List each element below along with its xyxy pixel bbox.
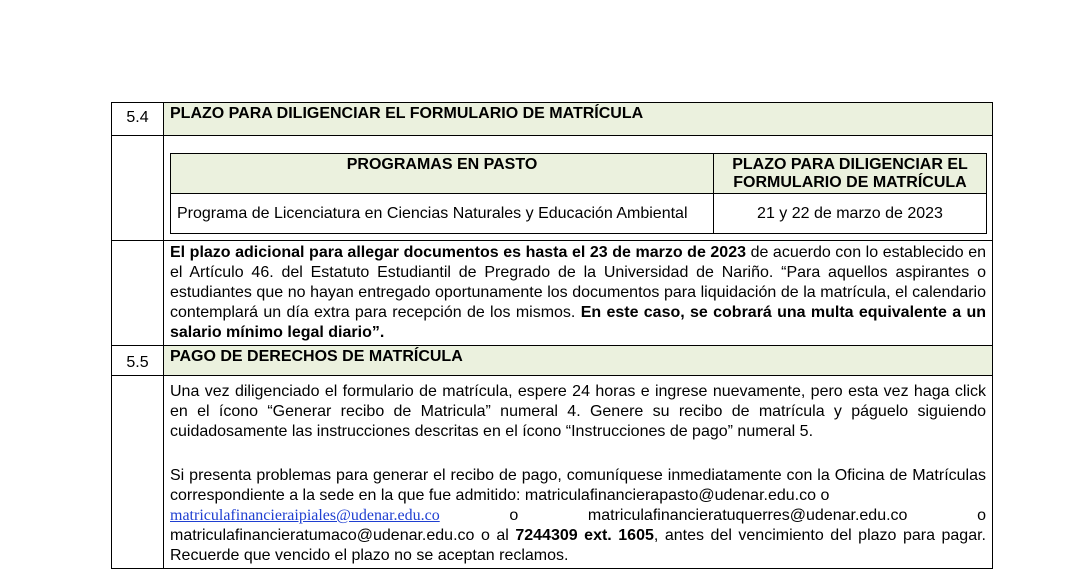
section-number-5-4: 5.4 xyxy=(112,103,164,136)
contact-closing xyxy=(170,526,986,566)
note-bold-start: El plazo adicional para allegar documentos es hasta el 23 de marzo de 2023 xyxy=(170,244,746,261)
section-title-5-5: PAGO DE DERECHOS DE MATRÍCULA xyxy=(164,346,993,376)
empty-cell xyxy=(112,376,164,569)
conjunction-o: o xyxy=(509,507,519,524)
phone-number: 7244309 ext. 1605 xyxy=(515,527,654,544)
section-title-5-4: PLAZO PARA DILIGENCIAR EL FORMULARIO DE MATRÍCULA xyxy=(164,103,993,136)
note-bold-end: En este caso, se cobrará una multa equivalente a un salario mínimo legal diario”. xyxy=(170,304,986,341)
inner-table-cell xyxy=(164,136,993,241)
program-name: Programa de Licenciatura en Ciencias Naturales y Educación Ambiental xyxy=(171,194,714,234)
conjunction-o2: o xyxy=(977,507,986,524)
contact-paragraph xyxy=(164,464,992,568)
empty-cell xyxy=(112,136,164,241)
note-cell xyxy=(164,241,993,346)
header-plazo: PLAZO PARA DILIGENCIAR EL FORMULARIO DE MATRÍCULA xyxy=(714,154,987,194)
contact-intro: Si presenta problemas para generar el recibo de pago, comuníquese inmediatamente con la Oficina de Matrículas correspondiente a la sede en la que fue admitido: matriculafinancierapasto@udenar.edu.co o xyxy=(170,467,986,504)
section-table xyxy=(111,102,993,569)
programs-table xyxy=(170,153,987,234)
email-link-ipiales[interactable]: matriculafinancieraipiales@udenar.edu.co xyxy=(170,507,440,524)
email-tuquerres: matriculafinancieratuquerres@udenar.edu.co xyxy=(587,507,908,524)
payment-instructions: Una vez diligenciado el formulario de matrícula, espere 24 horas e ingrese nuevamente, pero esta vez haga click en el ícono “Generar recibo de Matricula” numeral 4. Genere su recibo de matrícula y páguelo siguiendo cuidadosamente las instrucciones descritas en el ícono “Instrucciones de pago” numeral 5. xyxy=(170,383,986,440)
program-deadline: 21 y 22 de marzo de 2023 xyxy=(714,194,987,234)
payment-cell xyxy=(164,376,993,569)
deadline-warning: , antes del vencimiento del plazo para pagar. Recuerde que vencido el plazo no se aceptan reclamos. xyxy=(170,527,986,564)
empty-cell xyxy=(112,241,164,346)
deadline-note xyxy=(164,241,992,345)
section-number-5-5: 5.5 xyxy=(112,346,164,376)
document-page xyxy=(111,102,993,569)
note-body: de acuerdo con lo establecido en el Artículo 46. del Estatuto Estudiantil de Pregrado de la Universidad de Nariño. “Para aquellos aspirantes o estudiantes que no hayan entregado oportunamente los documentos para liquidación de la matrícula, el calendario contemplará un día extra para recepción de los mismos. xyxy=(170,244,986,321)
email-tumaco: matriculafinancieratumaco@udenar.edu.co o al xyxy=(170,527,516,544)
header-programas: PROGRAMAS EN PASTO xyxy=(171,154,714,194)
email-line xyxy=(170,506,986,526)
